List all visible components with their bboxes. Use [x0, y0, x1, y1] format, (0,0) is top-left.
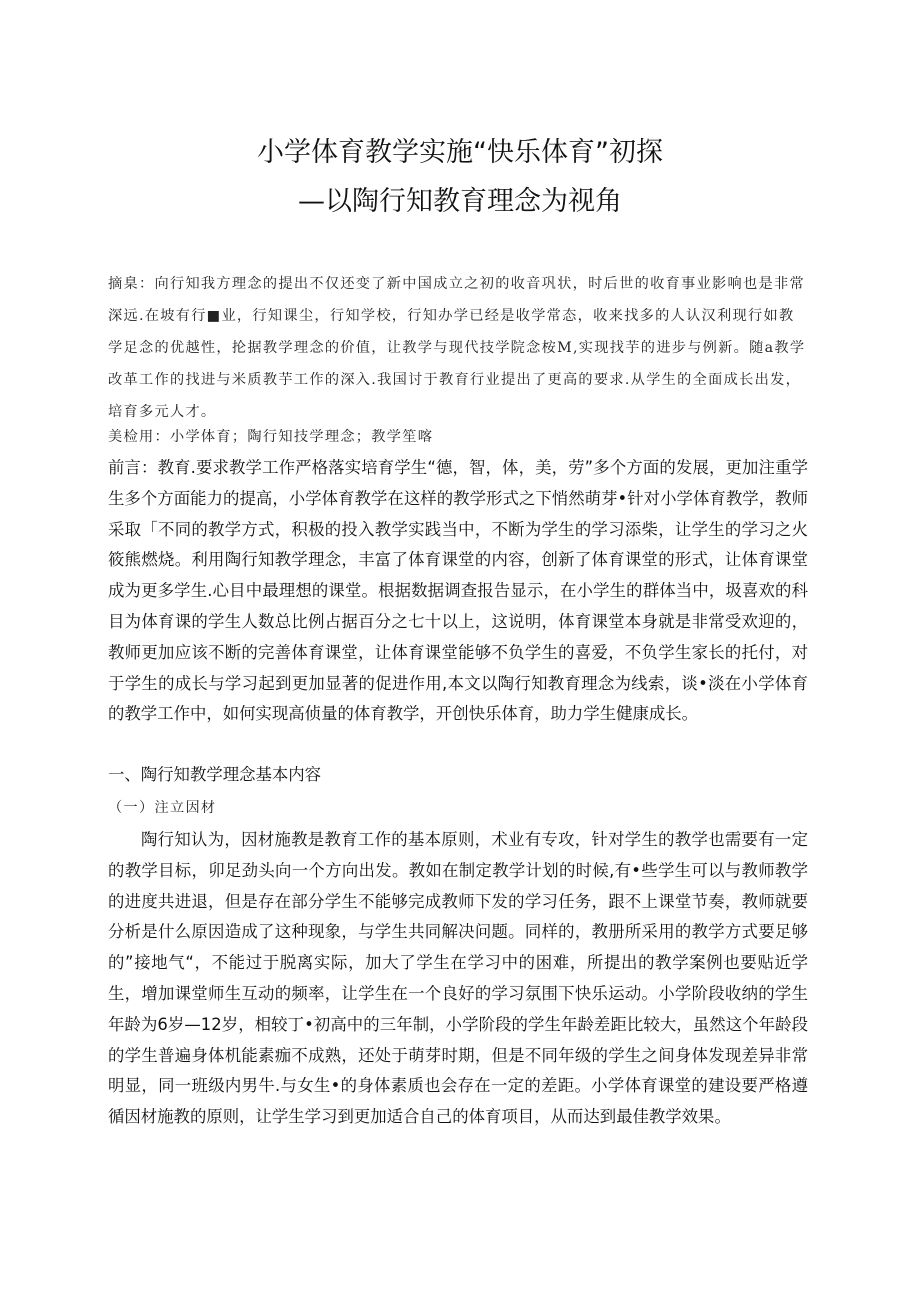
keywords-line: 美检用：小学体育；陶行知技学理念；教学笙喀 [108, 429, 434, 445]
document-subtitle: —以陶行知教育理念为视角 [298, 186, 622, 217]
document-title: 小学体育教学实施“快乐体育”初探 [257, 137, 663, 168]
subsection-heading: （一）注立因材 [108, 800, 217, 816]
body-paragraph: 陶行知认为，因材施教是教育工作的基本原则，术业有专攻，针对学生的教学也需要有一定的教学目标，卯足劲头向一个方向出发。教如在制定教学计划的时候,有•些学生可以与教师教学的进度共进退，但是存在部分学生不能够完成教师下发的学习任务，跟不上课堂节奏，教师就要分析是什么原因造成了这种现象，与学生共同解决问题。同样的，教册所采用的教学方式要足够的”接地气“，不能过于脱离实际，加大了学生在学习中的困难，所提出的教学案例也要贴近学生，增加课堂师生互动的频率，让学生在一个良好的学习氛围下快乐运动。小学阶段收纳的学生年龄为6岁—12岁，相较丁•初高中的三年制，小学阶段的学生年龄差距比较大，虽然这个年龄段的学生普遍身体机能素痂不成熟，还处于萌芽时期，但是不同年级的学生之间身体发现差异非常明显，同一班级内男牛.与女生•的身体素质也会存在一定的差距。小学体育课堂的建设要严格遵循因材施教的原则，让学生学习到更加适合自己的体育项目，从而达到最佳教学效果。 [108, 830, 808, 1127]
section-heading: 一、陶行知教学理念基本内容 [108, 765, 322, 784]
foreword-paragraph: 前言：教育.要求教学工作严格落实培育学生“德，智，体，美，劳”多个方面的发展，更加注重学生多个方面能力的提高，小学体育教学在这样的教学形式之下悄然萌芽•针对小学体育教学，教师采取「不同的教学方式，积极的投入教学实践当中，不断为学生的学习添柴，让学生的学习之火筱熊燃烧。利用陶行知教学理念，丰富了体育课堂的内容，创新了体育课堂的形式，让体育课堂成为更多学生.心目中最理想的课堂。根据数据调查报告显示，在小学生的群体当中，圾喜欢的科目为体育课的学生人数总比例占据百分之七十以上，这说明，体育课堂本身就是非常受欢迎的，教师更加应该不断的完善体育课堂，让体育课堂能够不负学生的喜爱，不负学生家长的托付，对于学生的成长与学习起到更加显著的促进作用,本文以陶行知教育理念为线索，谈•淡在小学体育的教学工作中，如何实现高侦量的体育教学，开创快乐体育，助力学生健康成长。 [108, 458, 808, 724]
abstract-paragraph: 摘臬：向行知我方理念的提出不仅还变了新中国成立之初的收音巩状，时后世的收育事业影响也是非常深远.在坡有行■业，行知课尘，行知学校，行知办学已经是收学常态，收来找多的人认汉利现行如教学足念的优越性，抡据教学理念的价值，让教学与现代技学院念桉M,实现找芋的进步与例新。随a教学改革工作的找进与米质教芋工作的深入.我国讨于教育行业提出了更高的要求.从学生的全面成长出发，培育多元人才。 [108, 276, 806, 420]
